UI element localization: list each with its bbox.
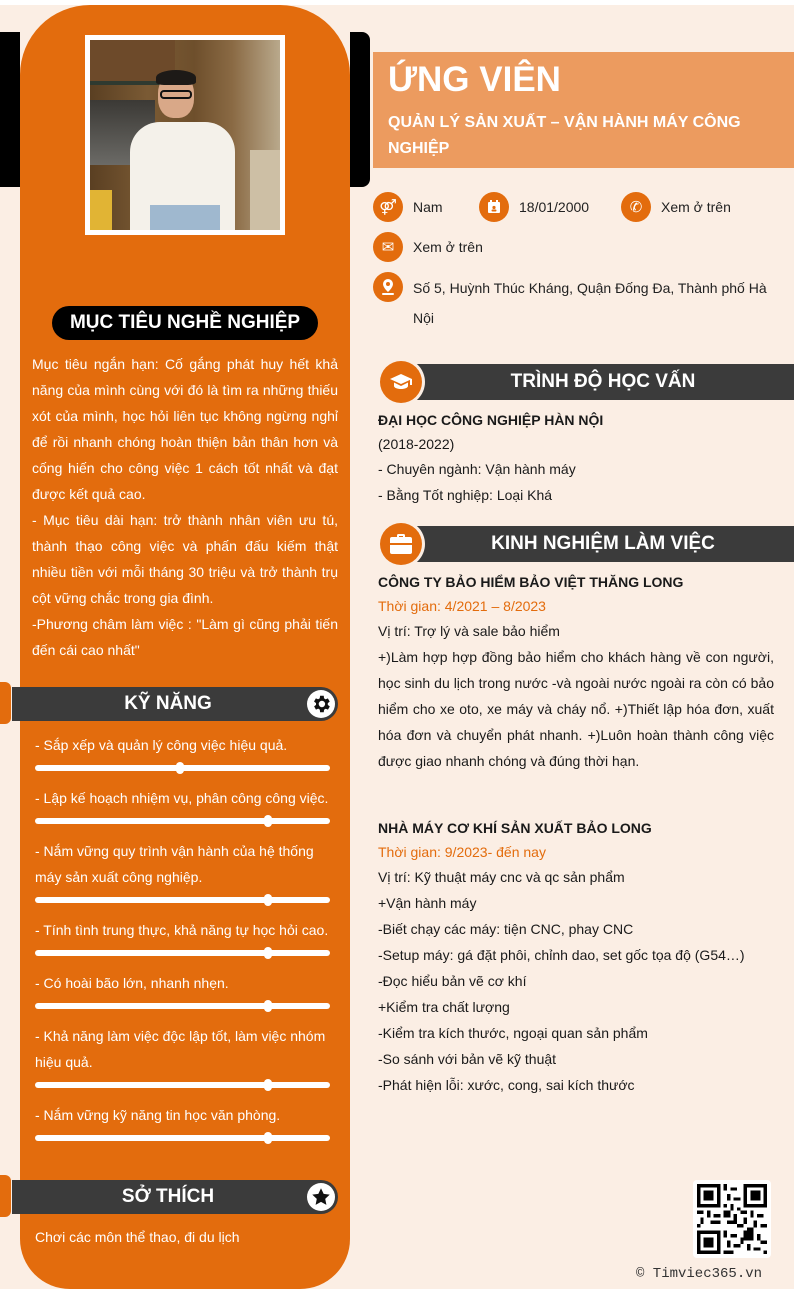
skill-item (35, 838, 330, 903)
skill-level-knob (264, 1079, 272, 1091)
skill-label: - Nắm vững kỹ năng tin học văn phòng. (35, 1107, 281, 1123)
address-row-icon (373, 272, 413, 302)
job-company: NHÀ MÁY CƠ KHÍ SẢN XUẤT BẢO LONG (378, 820, 652, 836)
graduation-cap-icon (380, 361, 422, 403)
skill-level-knob (264, 815, 272, 827)
envelope-icon: ✉ (373, 232, 403, 262)
experience-header: KINH NGHIỆM LÀM VIỆC (400, 526, 794, 562)
education-details (378, 408, 774, 508)
skill-level-knob (176, 762, 184, 774)
qr-code[interactable] (693, 1180, 771, 1258)
phone-value: Xem ở trên (661, 199, 731, 215)
job-time: Thời gian: 4/2021 – 8/2023 (378, 598, 546, 614)
skill-level-knob (264, 947, 272, 959)
experience-icon-badge (377, 520, 425, 568)
skill-level-bar (35, 1135, 330, 1141)
job-line: -So sánh với bản vẽ kỹ thuật (378, 1051, 557, 1067)
education-major: - Chuyên ngành: Vận hành máy (378, 461, 576, 477)
career-objective-text (32, 351, 338, 663)
job-line: -Setup máy: gá đặt phôi, chỉnh dao, set gốc tọa độ (G54…) (378, 947, 745, 963)
objective-short-term: Mục tiêu ngắn hạn: Cố gắng phát huy hết khả năng của mình cùng với đó là tìm ra những thiếu xót của mình, học hỏi liên tục không ngừng nghỉ để rồi nhanh chóng hoàn thiện bản thân hơn và cống hiến cho công việc 1 cách tốt nhất và đạt được kết quả cao. (32, 356, 338, 502)
gender-value: Nam (413, 199, 443, 215)
skill-item (35, 732, 330, 771)
education-icon-badge (377, 358, 425, 406)
email-value: Xem ở trên (413, 239, 483, 255)
hobbies-header (12, 1180, 338, 1214)
job-line: -Đọc hiểu bản vẽ cơ khí (378, 973, 527, 989)
avatar (85, 35, 285, 235)
job-line: -Phát hiện lỗi: xước, cong, sai kích thước (378, 1077, 635, 1093)
skill-label: - Lập kế hoạch nhiệm vụ, phân công công việc. (35, 790, 329, 806)
skill-label: - Có hoài bão lớn, nhanh nhẹn. (35, 975, 229, 991)
job-time: Thời gian: 9/2023- đến nay (378, 844, 546, 860)
gender-icon: ⚤ (373, 192, 403, 222)
skill-level-bar (35, 818, 330, 824)
skill-label: - Sắp xếp và quản lý công việc hiệu quả. (35, 737, 288, 753)
skills-tab-marker (0, 682, 11, 724)
job-position: Vị trí: Trợ lý và sale bảo hiểm (378, 623, 560, 639)
job-entry (378, 816, 774, 1098)
skill-level-knob (264, 1132, 272, 1144)
job-line: +Vận hành máy (378, 895, 477, 911)
skill-level-bar (35, 897, 330, 903)
hobbies-text: Chơi các môn thể thao, đi du lịch (35, 1229, 240, 1245)
phone-row (621, 192, 731, 222)
education-period: (2018-2022) (378, 436, 455, 452)
objective-long-term: - Mục tiêu dài hạn: trở thành nhân viên ưu tú, thành thạo công việc và phấn đấu kiếm thật nhiều tiền với mỗi tháng 30 triệu và trở thành trụ cột vững chắc trong gia đình. (32, 512, 338, 606)
skill-label: - Nắm vững quy trình vận hành của hệ thống máy sản xuất công nghiệp. (35, 843, 314, 885)
briefcase-icon (380, 523, 422, 565)
skill-level-bar (35, 765, 330, 771)
skills-list (35, 732, 330, 1155)
skills-title: KỸ NĂNG (124, 693, 212, 714)
gear-icon (307, 690, 335, 718)
birthday-row (479, 192, 589, 222)
skill-level-bar (35, 950, 330, 956)
skill-item (35, 785, 330, 824)
education-header: TRÌNH ĐỘ HỌC VẤN (400, 364, 794, 400)
job-line: +Kiểm tra chất lượng (378, 999, 510, 1015)
job-company: CÔNG TY BẢO HIỂM BẢO VIỆT THĂNG LONG (378, 574, 684, 590)
hobbies-tab-marker (0, 1175, 11, 1217)
job-line: -Kiểm tra kích thước, ngoại quan sản phẩm (378, 1025, 648, 1041)
phone-icon: ✆ (621, 192, 651, 222)
email-row (373, 232, 483, 262)
skill-level-bar (35, 1003, 330, 1009)
candidate-name: ỨNG VIÊN (388, 60, 561, 99)
cv-page (0, 5, 794, 1289)
address-value: Số 5, Huỳnh Thúc Kháng, Quận Đống Đa, Thành phố Hà Nội (413, 280, 767, 326)
skills-header (12, 687, 338, 721)
star-icon (307, 1183, 335, 1211)
job-description: +)Làm hợp hợp đồng bảo hiểm cho khách hàng về con người, học sinh du lịch trong nước -và ngoài nước ngoài ra còn có bảo hiểm cho xe oto, xe máy và cháy nổ. +)Thiết lập hóa đơn, xuất hóa đơn và chuyển phát nhanh. +)Luôn hoàn thành công việc được giao nhanh chóng và đúng thời hạn. (378, 649, 774, 769)
name-header (373, 52, 794, 168)
career-objective-title: MỤC TIÊU NGHỀ NGHIỆP (52, 306, 318, 340)
skill-item (35, 970, 330, 1009)
map-pin-icon (373, 272, 403, 302)
decorative-bar-left (0, 32, 20, 187)
job-position: Vị trí: Kỹ thuật máy cnc và qc sản phẩm (378, 869, 625, 885)
birthday-value: 18/01/2000 (519, 199, 590, 215)
skill-level-knob (264, 894, 272, 906)
education-degree: - Bằng Tốt nghiệp: Loại Khá (378, 487, 553, 503)
job-line: -Biết chạy các máy: tiện CNC, phay CNC (378, 921, 634, 937)
skill-level-bar (35, 1082, 330, 1088)
skill-item (35, 917, 330, 956)
sidebar (20, 5, 350, 1289)
skill-item (35, 1102, 330, 1141)
job-entry (378, 570, 774, 774)
skill-label: - Khả năng làm việc độc lập tốt, làm việc nhóm hiệu quả. (35, 1028, 326, 1070)
profile-photo (90, 40, 280, 230)
gender-row (373, 192, 443, 222)
objective-motto: -Phương châm làm việc : "Làm gì cũng phải tiến đến cái cao nhất" (32, 616, 338, 658)
calendar-icon (479, 192, 509, 222)
skill-level-knob (264, 1000, 272, 1012)
school-name: ĐẠI HỌC CÔNG NGHIỆP HÀN NỘI (378, 412, 604, 428)
decorative-bar-right (350, 32, 370, 187)
hobbies-title: SỞ THÍCH (121, 1186, 215, 1207)
skill-label: - Tính tình trung thực, khả năng tự học hỏi cao. (35, 922, 329, 938)
skill-item (35, 1023, 330, 1088)
copyright-footer[interactable]: © Timviec365.vn (636, 1266, 763, 1282)
job-title: QUẢN LÝ SẢN XUẤT – VẬN HÀNH MÁY CÔNG NGHIỆP (388, 114, 741, 157)
